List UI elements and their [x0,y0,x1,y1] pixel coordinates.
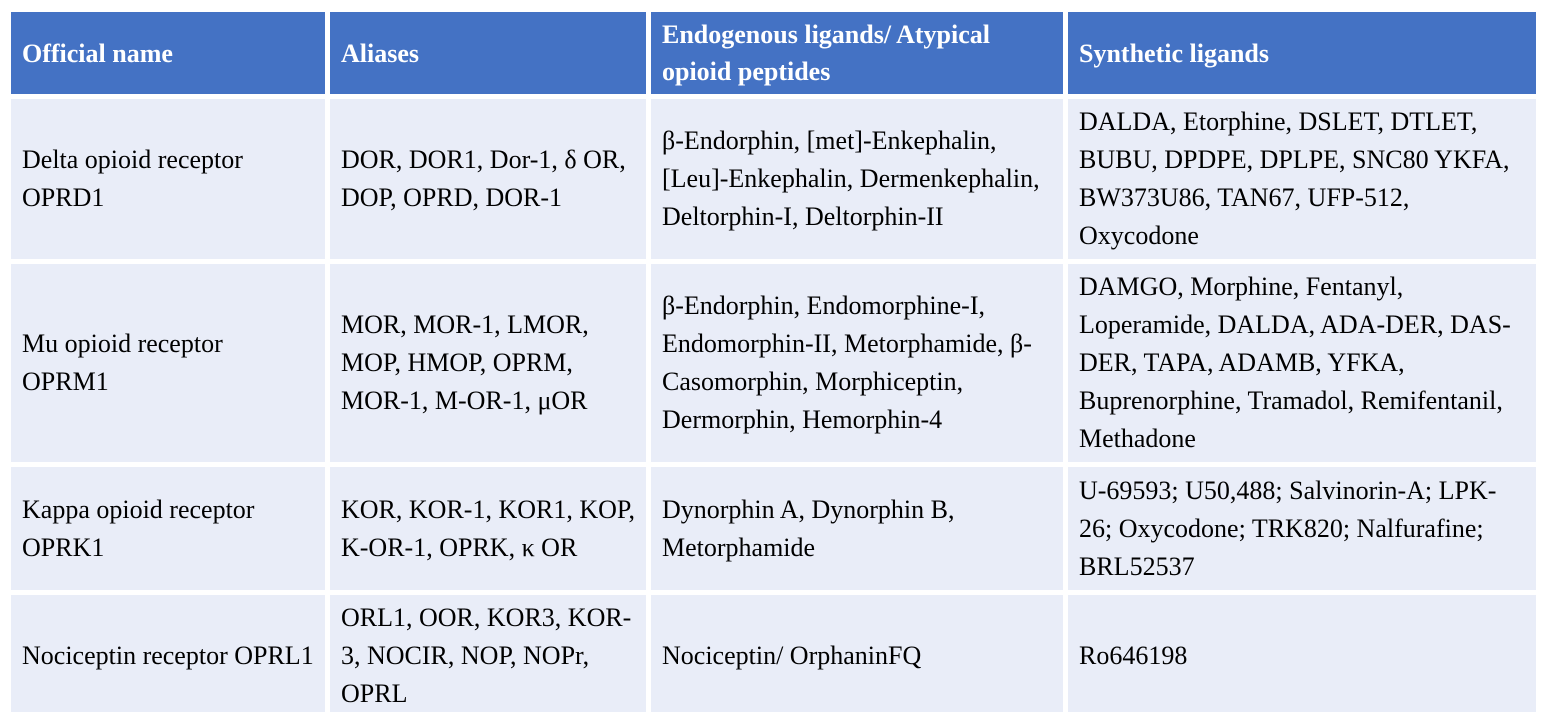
cell-official-name: Nociceptin receptor OPRL1 [11,595,325,712]
cell-aliases: ORL1, OOR, KOR3, KOR-3, NOCIR, NOP, NOPr, OPRL [330,595,646,712]
cell-aliases: MOR, MOR-1, LMOR, MOP, HMOP, OPRM, MOR-1, M-OR-1, μOR [330,264,646,462]
cell-synthetic-ligands: U-69593; U50,488; Salvinorin-A; LPK-26; Oxycodone; TRK820; Nalfurafine; BRL52537 [1068,467,1536,590]
table-row-mu-oprm1 [11,264,1536,462]
header-row [11,12,1536,94]
cell-aliases: DOR, DOR1, Dor-1, δ OR, DOP, OPRD, DOR-1 [330,99,646,259]
cell-synthetic-ligands: DAMGO, Morphine, Fentanyl, Loperamide, DALDA, ADA-DER, DAS-DER, TAPA, ADAMB, YFKA, Buprenorphine, Tramadol, Remifentanil, Methadone [1068,264,1536,462]
cell-synthetic-ligands: Ro646198 [1068,595,1536,712]
cell-endogenous-ligands: β-Endorphin, [met]-Enkephalin, [Leu]-Enkephalin, Dermenkephalin, Deltorphin-I, Deltorphin-II [651,99,1063,259]
cell-official-name: Kappa opioid receptor OPRK1 [11,467,325,590]
table-row-delta-oprd1 [11,99,1536,259]
cell-official-name: Mu opioid receptor OPRM1 [11,264,325,462]
column-header-endogenous-ligands: Endogenous ligands/ Atypical opioid peptides [651,12,1063,94]
column-header-official-name: Official name [11,12,325,94]
cell-aliases: KOR, KOR-1, KOR1, KOP, K-OR-1, OPRK, κ OR [330,467,646,590]
cell-synthetic-ligands: DALDA, Etorphine, DSLET, DTLET, BUBU, DPDPE, DPLPE, SNC80 YKFA, BW373U86, TAN67, UFP-512, Oxycodone [1068,99,1536,259]
column-header-synthetic-ligands: Synthetic ligands [1068,12,1536,94]
cell-official-name: Delta opioid receptor OPRD1 [11,99,325,259]
cell-endogenous-ligands: β-Endorphin, Endomorphine-I, Endomorphin-II, Metorphamide, β-Casomorphin, Morphiceptin, Dermorphin, Hemorphin-4 [651,264,1063,462]
column-header-aliases: Aliases [330,12,646,94]
opioid-receptor-table [6,7,1541,712]
cell-endogenous-ligands: Nociceptin/ OrphaninFQ [651,595,1063,712]
table-row-nociceptin-oprl1 [11,595,1536,712]
cell-endogenous-ligands: Dynorphin A, Dynorphin B, Metorphamide [651,467,1063,590]
table-row-kappa-oprk1 [11,467,1536,590]
